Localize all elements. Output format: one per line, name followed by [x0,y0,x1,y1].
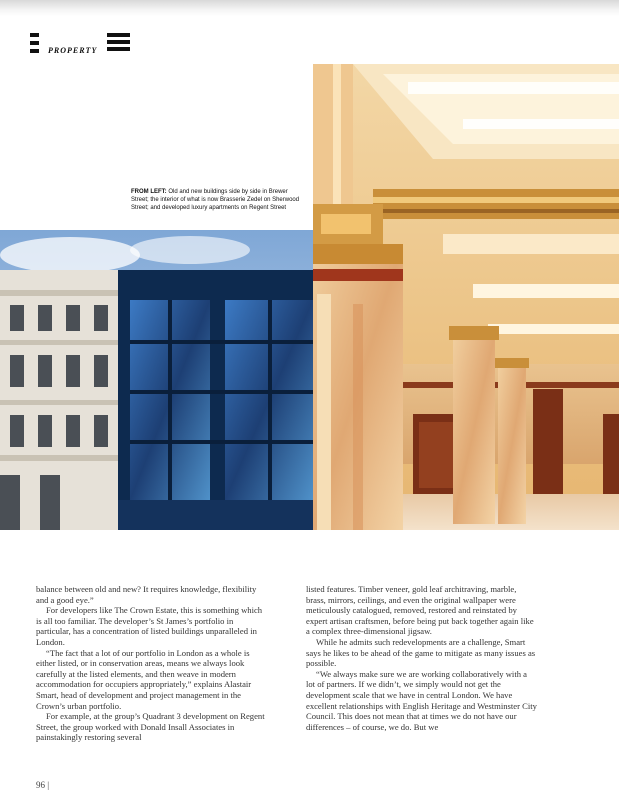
paragraph: For example, at the group’s Quadrant 3 development on Regent Street, the group worked with Donald Insall Associates in painstakingly restoring several [36,711,265,743]
paragraph: For developers like The Crown Estate, this is something which is all too familiar. The developer’s St James’s portfolio in particular, has a concentration of listed buildings unparalleled in London. [36,605,263,647]
street-buildings-photo [0,230,313,530]
section-label: PROPERTY [48,46,98,55]
page-number: 96 | [36,780,50,790]
interior-photo [313,64,619,530]
paragraph: “The fact that a lot of our portfolio in London as a whole is either listed, or in conservation areas, means we always look carefully at the listed elements, and then weave in modern accommodation for occupiers appropriately,” explains Alastair Smart, head of development and project management in the Crown’s urban portfolio. [36,647,252,711]
paragraph: While he admits such redevelopments are a challenge, Smart says he likes to be ahead of the game to mitigate as many issues as possible. [306,636,536,669]
paragraph: listed features. Timber veneer, gold leaf architraving, marble, brass, mirrors, ceilings, and even the original wallpaper were meticulously catalogued, removed, restored and reinstated by expert artisan craftsmen, before being put back together again like a complex three-dimensional jigsaw. [306,584,534,637]
photo-caption [131,188,306,212]
page-edge-shadow [0,0,619,16]
caption-lead: FROM LEFT: [131,189,167,195]
caption-text: Old and new buildings side by side in Brewer Street; the interior of what is now Brasserie Zedel on Sherwood Street; and developed luxury apartments on Regent Street [131,189,300,211]
paragraph: balance between old and new? It requires knowledge, flexibility and a good eye.” [36,584,257,605]
left-text-column [36,584,268,743]
paragraph: “We always make sure we are working collaboratively with a lot of partners. If we didn’t, we simply would not get the development scale that we have in central London. We have excellent relationships with English Heritage and Westminster City Council. This does not mean that at times we do not have our differences – of course, we do. But we [306,668,537,732]
right-text-column [306,584,538,732]
